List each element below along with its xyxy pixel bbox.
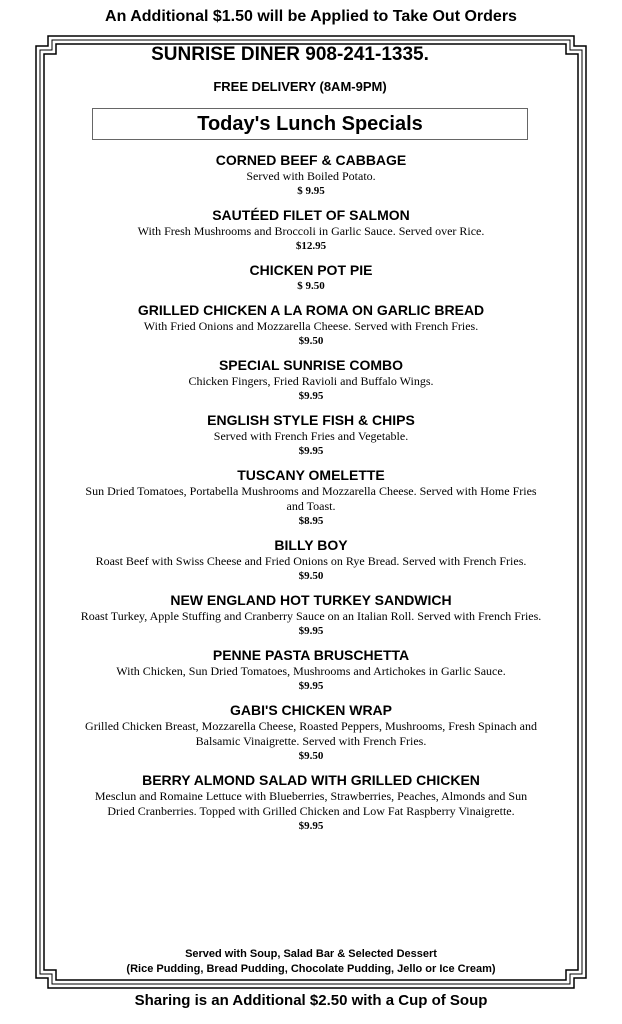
takeout-notice: An Additional $1.50 will be Applied to Take Out Orders xyxy=(105,8,517,25)
item-price: $9.50 xyxy=(298,570,324,582)
item-name: GRILLED CHICKEN A LA ROMA ON GARLIC BREAD xyxy=(137,302,485,318)
item-name: CHICKEN POT PIE xyxy=(249,262,373,278)
item-description: Roast Beef with Swiss Cheese and Fried Onions on Rye Bread. Served with French Fries. xyxy=(95,554,527,568)
item-price: $12.95 xyxy=(295,240,327,252)
item-description: Grilled Chicken Breast, Mozzarella Cheese, Roasted Peppers, Mushrooms, Fresh Spinach and Balsamic Vinaigrette. Served with French Fries. xyxy=(85,719,537,748)
page-title: Today's Lunch Specials xyxy=(92,108,528,140)
menu-item xyxy=(80,592,542,639)
item-price: $9.95 xyxy=(298,680,324,692)
specials-list xyxy=(80,152,542,842)
item-price: $9.95 xyxy=(298,445,324,457)
menu-item xyxy=(80,262,542,294)
menu-item xyxy=(80,412,542,459)
item-description: Roast Turkey, Apple Stuffing and Cranberry Sauce on an Italian Roll. Served with French Fries. xyxy=(80,609,542,623)
menu-item xyxy=(80,207,542,254)
item-description: Served with French Fries and Vegetable. xyxy=(213,429,409,443)
item-price: $8.95 xyxy=(298,515,324,527)
menu-item xyxy=(80,537,542,584)
item-price: $9.95 xyxy=(298,820,324,832)
menu-item xyxy=(80,152,542,199)
dessert-options-line: (Rice Pudding, Bread Pudding, Chocolate Pudding, Jello or Ice Cream) xyxy=(126,963,496,975)
item-name: GABI'S CHICKEN WRAP xyxy=(230,702,392,718)
item-name: NEW ENGLAND HOT TURKEY SANDWICH xyxy=(170,592,452,608)
menu-item xyxy=(80,302,542,349)
sharing-notice: Sharing is an Additional $2.50 with a Cup of Soup xyxy=(134,992,488,1009)
item-price: $9.95 xyxy=(298,390,324,402)
item-price: $9.95 xyxy=(298,625,324,637)
item-name: CORNED BEEF & CABBAGE xyxy=(215,152,407,168)
served-with-note xyxy=(60,947,562,977)
item-name: BILLY BOY xyxy=(274,537,348,553)
item-name: PENNE PASTA BRUSCHETTA xyxy=(212,647,410,663)
menu-item xyxy=(80,647,542,694)
item-description: Chicken Fingers, Fried Ravioli and Buffalo Wings. xyxy=(188,374,434,388)
served-with-line: Served with Soup, Salad Bar & Selected Dessert xyxy=(185,948,437,960)
item-description: Served with Boiled Potato. xyxy=(246,169,376,183)
item-name: BERRY ALMOND SALAD WITH GRILLED CHICKEN xyxy=(142,772,480,788)
item-price: $9.50 xyxy=(298,750,324,762)
item-price: $ 9.95 xyxy=(297,185,325,197)
item-name: TUSCANY OMELETTE xyxy=(237,467,385,483)
menu-item xyxy=(80,467,542,529)
menu-item xyxy=(80,772,542,834)
item-description: Mesclun and Romaine Lettuce with Blueberries, Strawberries, Peaches, Almonds and Sun Dried Cranberries. Topped with Grilled Chicken and Low Fat Raspberry Vinaigrette. xyxy=(94,789,528,818)
item-description: With Fried Onions and Mozzarella Cheese. Served with French Fries. xyxy=(143,319,479,333)
item-price: $9.50 xyxy=(298,335,324,347)
item-description: Sun Dried Tomatoes, Portabella Mushrooms and Mozzarella Cheese. Served with Home Fries and Toast. xyxy=(85,484,537,513)
item-description: With Fresh Mushrooms and Broccoli in Garlic Sauce. Served over Rice. xyxy=(137,224,485,238)
item-price: $ 9.50 xyxy=(297,280,325,292)
delivery-hours: FREE DELIVERY (8AM-9PM) xyxy=(213,79,387,94)
menu-item xyxy=(80,702,542,764)
item-name: SAUTÉED FILET OF SALMON xyxy=(212,207,410,223)
menu-item xyxy=(80,357,542,404)
item-name: ENGLISH STYLE FISH & CHIPS xyxy=(207,412,415,428)
item-name: SPECIAL SUNRISE COMBO xyxy=(218,357,404,373)
item-description: With Chicken, Sun Dried Tomatoes, Mushrooms and Artichokes in Garlic Sauce. xyxy=(116,664,506,678)
diner-name-phone: SUNRISE DINER 908-241-1335. xyxy=(151,44,429,65)
